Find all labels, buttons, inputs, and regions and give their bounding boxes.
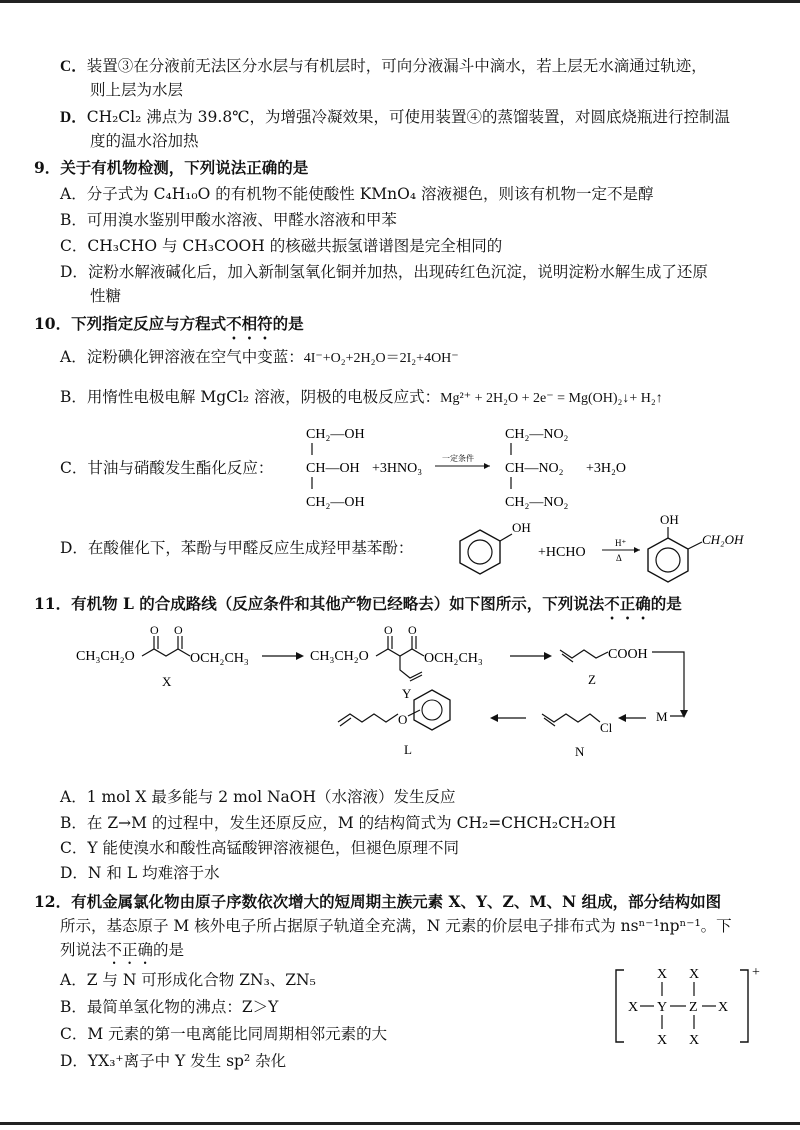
- svg-text:O: O: [150, 623, 159, 637]
- q11-option-d: D．N 和 L 均难溶于水: [60, 864, 220, 882]
- q12-option-b: B．最简单氢化物的沸点：Z＞Y: [60, 998, 279, 1016]
- q10-glycerol-nitration-equation: [290, 420, 650, 510]
- q10-option-c-text: C．甘油与硝酸发生酯化反应：: [60, 459, 274, 477]
- q9-option-a: A．分子式为 C₄H₁₀O 的有机物不能使酸性 KMnO₄ 溶液褪色，则该有机物一定不是醇: [60, 185, 654, 203]
- charge-plus: +: [752, 965, 760, 980]
- q9-option-c: C．CH₃CHO 与 CH₃COOH 的核磁共振氢谱谱图是完全相同的: [60, 237, 503, 255]
- label-z: Z: [588, 672, 596, 687]
- q9-stem: 9．关于有机物检测，下列说法正确的是: [34, 158, 309, 177]
- label-x: X: [162, 674, 172, 689]
- arrow-z-m: [652, 652, 684, 716]
- q10-stem: 10．下列指定反应与方程式不相符的是: [34, 314, 304, 333]
- svg-text:O: O: [408, 623, 417, 637]
- q8-option-d-line2: 度的温水浴加热: [90, 132, 199, 150]
- nitroglycerin-row1: CH₂—NO₂: [505, 427, 569, 442]
- formaldehyde-reagent: +HCHO: [538, 545, 586, 560]
- q11-synthesis-route: [70, 618, 720, 778]
- product-oh: OH: [660, 512, 679, 527]
- svg-text:O: O: [398, 712, 408, 727]
- compound-l: [338, 690, 450, 757]
- phenol-ring: [460, 520, 531, 574]
- atom-x-bottom-right: X: [689, 1033, 700, 1048]
- svg-text:OCH₂CH₃: OCH₂CH₃: [190, 651, 249, 666]
- atom-x-top-right: X: [689, 967, 700, 982]
- q12-option-a: A．Z 与 N 可形成化合物 ZN₃、ZN₅: [60, 971, 316, 989]
- q12-option-d: D．YX₃⁺离子中 Y 发生 sp² 杂化: [60, 1052, 287, 1070]
- q12-option-c: C．M 元素的第一电离能比同周期相邻元素的大: [60, 1025, 388, 1043]
- nitroglycerin-row3: CH₂—NO₂: [505, 495, 569, 510]
- q12-structure-diagram: [612, 958, 782, 1058]
- q11-option-b: B．在 Z→M 的过程中，发生还原反应，M 的结构简式为 CH₂=CHCH₂CH₂OH: [60, 814, 616, 832]
- product-ch2oh: CH₂OH: [702, 532, 744, 547]
- compound-z: [560, 647, 648, 687]
- svg-text:CH₃CH₂O: CH₃CH₂O: [310, 649, 369, 664]
- acid-condition: H⁺: [615, 538, 627, 548]
- svg-text:Cl: Cl: [600, 720, 613, 735]
- left-bracket: [616, 970, 624, 1042]
- svg-text:COOH: COOH: [608, 647, 648, 662]
- compound-n: [542, 714, 613, 759]
- atom-z: Z: [689, 1000, 698, 1015]
- compound-x: [76, 623, 249, 689]
- top-rule: [0, 0, 800, 3]
- q10-phenol-formaldehyde-equation: [440, 508, 770, 588]
- label-l: L: [404, 742, 412, 757]
- svg-text:O: O: [174, 623, 183, 637]
- q9-option-b: B．可用溴水鉴别甲酸水溶液、甲醛水溶液和甲苯: [60, 211, 397, 229]
- q12-stem-line2: 所示，基态原子 M 核外电子所占据原子轨道全充满，N 元素的价层电子排布式为 nsⁿ⁻¹npⁿ⁻¹。下: [60, 917, 732, 935]
- q10-option-a: A．淀粉碘化钾溶液在空气中变蓝：4I⁻+O₂+2H₂O＝2I₂+4OH⁻: [60, 348, 459, 366]
- nitric-acid-reagent: +3HNO₃: [372, 461, 423, 476]
- q12-stem-line3: 列说法不正确的是: [60, 941, 185, 959]
- nitroglycerin-row2: CH—NO₂: [505, 461, 564, 476]
- glycerol-row2: CH—OH: [306, 461, 360, 476]
- label-n: N: [575, 744, 585, 759]
- q8-option-d-line1: D．CH₂Cl₂ 沸点为 39.8℃，为增强冷凝效果，可使用装置④的蒸馏装置，对圆底烧瓶进行控制温: [60, 108, 731, 126]
- reaction-condition: 一定条件: [442, 454, 474, 463]
- atom-x-bottom-left: X: [657, 1033, 668, 1048]
- q11-option-a: A．1 mol X 最多能与 2 mol NaOH（水溶液）发生反应: [60, 788, 456, 806]
- hydroxymethylphenol-ring: [648, 512, 744, 582]
- svg-text:OCH₂CH₃: OCH₂CH₃: [424, 651, 483, 666]
- q10-option-b: B．用惰性电极电解 MgCl₂ 溶液，阴极的电极反应式：Mg²⁺ + 2H₂O + 2e⁻ = Mg(OH)₂↓+ H₂↑: [60, 388, 663, 406]
- q8-option-c-line2: 则上层为水层: [90, 81, 184, 99]
- label-m: M: [656, 709, 668, 724]
- q10-option-d-text: D．在酸催化下，苯酚与甲醛反应生成羟甲基苯酚：: [60, 539, 414, 557]
- heat-condition: Δ: [616, 553, 622, 563]
- q9-option-d-line2: 性糖: [90, 287, 122, 305]
- svg-text:CH₃CH₂O: CH₃CH₂O: [76, 649, 135, 664]
- q11-option-c: C．Y 能使溴水和酸性高锰酸钾溶液褪色，但褪色原理不同: [60, 839, 460, 857]
- water-product: +3H₂O: [586, 461, 626, 476]
- svg-text:O: O: [384, 623, 393, 637]
- atom-x-top-left: X: [657, 967, 668, 982]
- glycerol-row1: CH₂—OH: [306, 427, 365, 442]
- label-y: Y: [402, 686, 412, 701]
- atom-y: Y: [657, 1000, 668, 1015]
- right-bracket: [740, 970, 748, 1042]
- q9-option-d-line1: D．淀粉水解液碱化后，加入新制氢氧化铜并加热，出现砖红色沉淀，说明淀粉水解生成了还原: [60, 263, 708, 281]
- q11-stem: 11．有机物 L 的合成路线（反应条件和其他产物已经略去）如下图所示，下列说法不正确的是: [34, 594, 682, 613]
- compound-y: [310, 623, 483, 701]
- bottom-rule: [0, 1122, 800, 1125]
- phenol-oh: OH: [512, 520, 531, 535]
- q12-stem-line1: 12．有机金属氯化物由原子序数依次增大的短周期主族元素 X、Y、Z、M、N 组成，部分结构如图: [34, 892, 722, 911]
- atom-x-left: X: [628, 1000, 639, 1015]
- atom-x-right: X: [718, 1000, 729, 1015]
- q8-option-c-line1: C．装置③在分液前无法区分水层与有机层时，可向分液漏斗中滴水，若上层无水滴通过轨迹，: [60, 57, 707, 75]
- glycerol-row3: CH₂—OH: [306, 495, 365, 510]
